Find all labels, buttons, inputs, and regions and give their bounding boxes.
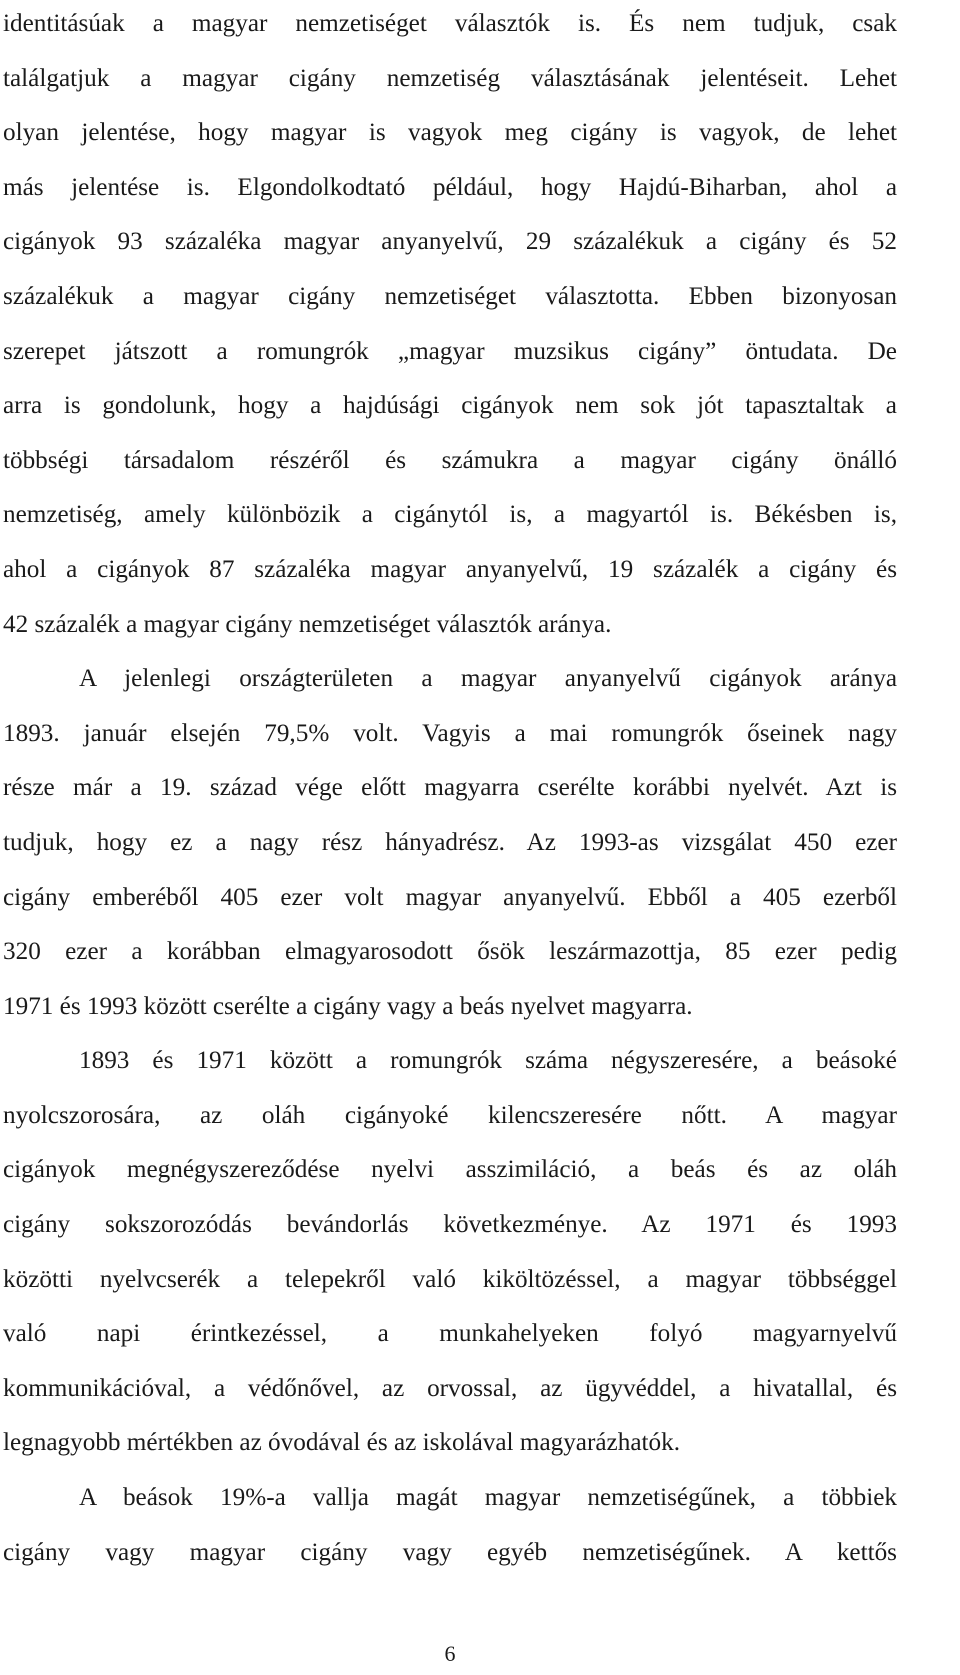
text-line: más jelentése is. Elgondolkodtató például, hogy Hajdú-Biharban, ahol a (3, 173, 897, 201)
text-line: része már a 19. század vége előtt magyarra cserélte korábbi nyelvét. Azt is (3, 774, 897, 802)
paragraph (3, 1471, 897, 1580)
text-line: legnagyobb mértékben az óvodával és az iskolával magyarázhatók. (3, 1429, 680, 1457)
text-line: ahol a cigányok 87 százaléka magyar anyanyelvű, 19 százalék a cigány és (3, 555, 897, 583)
text-line: százalékuk a magyar cigány nemzetiséget választotta. Ebben bizonyosan (3, 282, 897, 310)
text-line: cigányok 93 százaléka magyar anyanyelvű, 29 százalékuk a cigány és 52 (3, 228, 897, 256)
text-line: találgatjuk a magyar cigány nemzetiség választásának jelentéseit. Lehet (3, 64, 897, 92)
text-line: 1971 és 1993 között cserélte a cigány vagy a beás nyelvet magyarra. (3, 992, 693, 1020)
text-line: többségi társadalom részéről és számukra a magyar cigány önálló (3, 446, 897, 474)
text-line: arra is gondolunk, hogy a hajdúsági cigányok nem sok jót tapasztaltak a (3, 392, 897, 420)
paragraph (3, 1034, 897, 1471)
text-line: 1893 és 1971 között a romungrók száma négyszeresére, a beásoké (79, 1047, 897, 1075)
text-line: 320 ezer a korábban elmagyarosodott ősök leszármazottja, 85 ezer pedig (3, 938, 897, 966)
text-line: való napi érintkezéssel, a munkahelyeken folyó magyarnyelvű (3, 1320, 897, 1348)
text-line: cigány emberéből 405 ezer volt magyar anyanyelvű. Ebből a 405 ezerből (3, 883, 897, 911)
text-line: A jelenlegi országterületen a magyar anyanyelvű cigányok aránya (79, 665, 897, 693)
page-number: 6 (444, 1641, 456, 1666)
text-line: cigány sokszorozódás bevándorlás következménye. Az 1971 és 1993 (3, 1211, 897, 1239)
text-line: 42 százalék a magyar cigány nemzetiséget választók aránya. (3, 610, 612, 638)
text-line: kommunikációval, a védőnővel, az orvossal, az ügyvéddel, a hivatallal, és (3, 1374, 897, 1402)
text-line: identitásúak a magyar nemzetiséget választók is. És nem tudjuk, csak (3, 10, 897, 37)
text-line: nyolcszorosára, az oláh cigányoké kilencszeresére nőtt. A magyar (3, 1101, 897, 1129)
document-body (3, 0, 897, 1580)
text-line: 1893. január elsején 79,5% volt. Vagyis a mai romungrók őseinek nagy (3, 719, 897, 747)
text-line: olyan jelentése, hogy magyar is vagyok meg cigány is vagyok, de lehet (3, 119, 897, 147)
text-line: nemzetiség, amely különbözik a cigánytól is, a magyartól is. Békésben is, (3, 501, 897, 529)
text-line: közötti nyelvcserék a telepekről való kiköltözéssel, a magyar többséggel (3, 1265, 897, 1293)
paragraph (3, 652, 897, 1034)
text-line: A beások 19%-a vallja magát magyar nemzetiségűnek, a többiek (79, 1484, 897, 1512)
text-line: szerepet játszott a romungrók „magyar muzsikus cigány” öntudata. De (3, 337, 897, 365)
paragraph (3, 0, 897, 652)
text-line: tudjuk, hogy ez a nagy rész hányadrész. Az 1993-as vizsgálat 450 ezer (3, 828, 897, 856)
text-line: cigány vagy magyar cigány vagy egyéb nemzetiségűnek. A kettős (3, 1538, 897, 1566)
text-line: cigányok megnégyszereződése nyelvi asszimiláció, a beás és az oláh (3, 1156, 897, 1184)
